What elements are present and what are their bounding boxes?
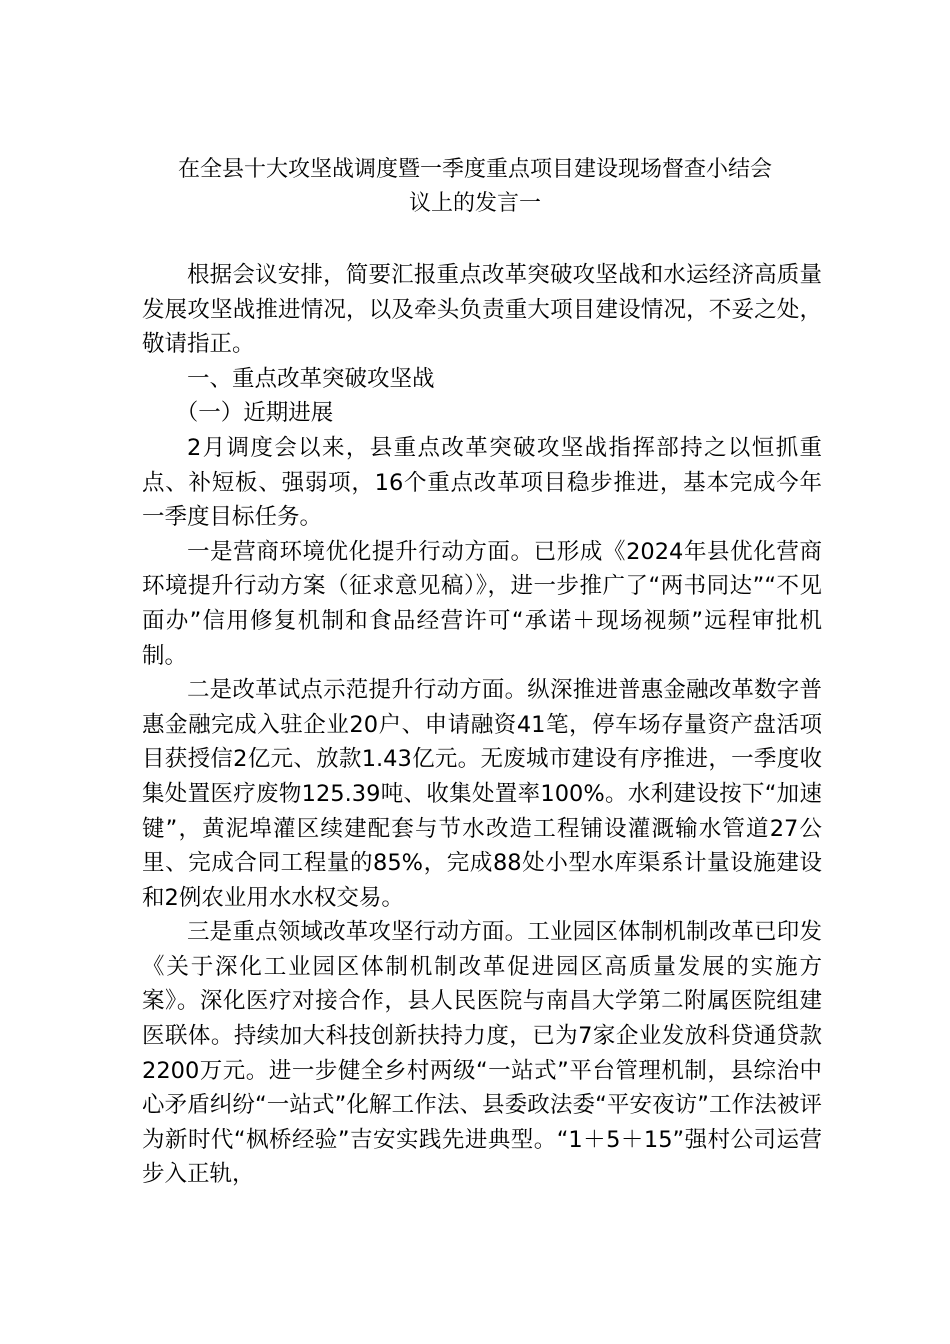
document-title — [140, 153, 810, 221]
pilot-demonstration-paragraph: 二是改革试点示范提升行动方面。纵深推进普惠金融改革数字普惠金融完成入驻企业20户、申请融资41笔，停车场存量资产盘活项目获授信2亿元、放款1.43亿元。无废城市建设有序推进，一季度收集处置医疗废物125.39吨、收集处置率100%。水利建设按下“加速键”，黄泥埠灌区续建配套与节水改造工程铺设灌溉输水管道27公里、完成合同工程量的85%，完成88处小型水库渠系计量设施建设和2例农业用水水权交易。 — [142, 677, 822, 911]
key-areas-paragraph: 三是重点领域改革攻坚行动方面。工业园区体制机制改革已印发《关于深化工业园区体制机制改革促进园区高质量发展的实施方案》。深化医疗对接合作，县人民医院与南昌大学第二附属医院组建医联体。持续加大科技创新扶持力度，已为7家企业发放科贷通贷款2200万元。进一步健全乡村两级“一站式”平台管理机制，县综治中心矛盾纠纷“一站式”化解工作法、县委政法委“平安夜访”工作法被评为新时代“枫桥经验”吉安实践先进典型。“1＋5＋15”强村公司运营步入正轨， — [142, 919, 822, 1188]
section-heading-reform: 一、重点改革突破攻坚战 — [187, 365, 435, 392]
intro-paragraph: 根据会议安排，简要汇报重点改革突破攻坚战和水运经济高质量发展攻坚战推进情况，以及牵头负责重大项目建设情况，不妥之处，敬请指正。 — [142, 262, 822, 358]
subsection-heading-progress: （一）近期进展 — [175, 400, 334, 427]
business-environment-paragraph: 一是营商环境优化提升行动方面。已形成《2024年县优化营商环境提升行动方案（征求意见稿）》，进一步推广了“两书同达”“不见面办”信用修复机制和食品经营许可“承诺＋现场视频”远程审批机制。 — [142, 538, 822, 669]
title-line-2: 议上的发言一 — [408, 191, 541, 216]
title-line-1: 在全县十大攻坚战调度暨一季度重点项目建设现场督查小结会 — [177, 157, 772, 182]
document-body — [142, 258, 822, 1192]
progress-summary-paragraph: 2月调度会以来，县重点改革突破攻坚战指挥部持之以恒抓重点、补短板、强弱项，16个重点改革项目稳步推进，基本完成今年一季度目标任务。 — [142, 434, 822, 531]
